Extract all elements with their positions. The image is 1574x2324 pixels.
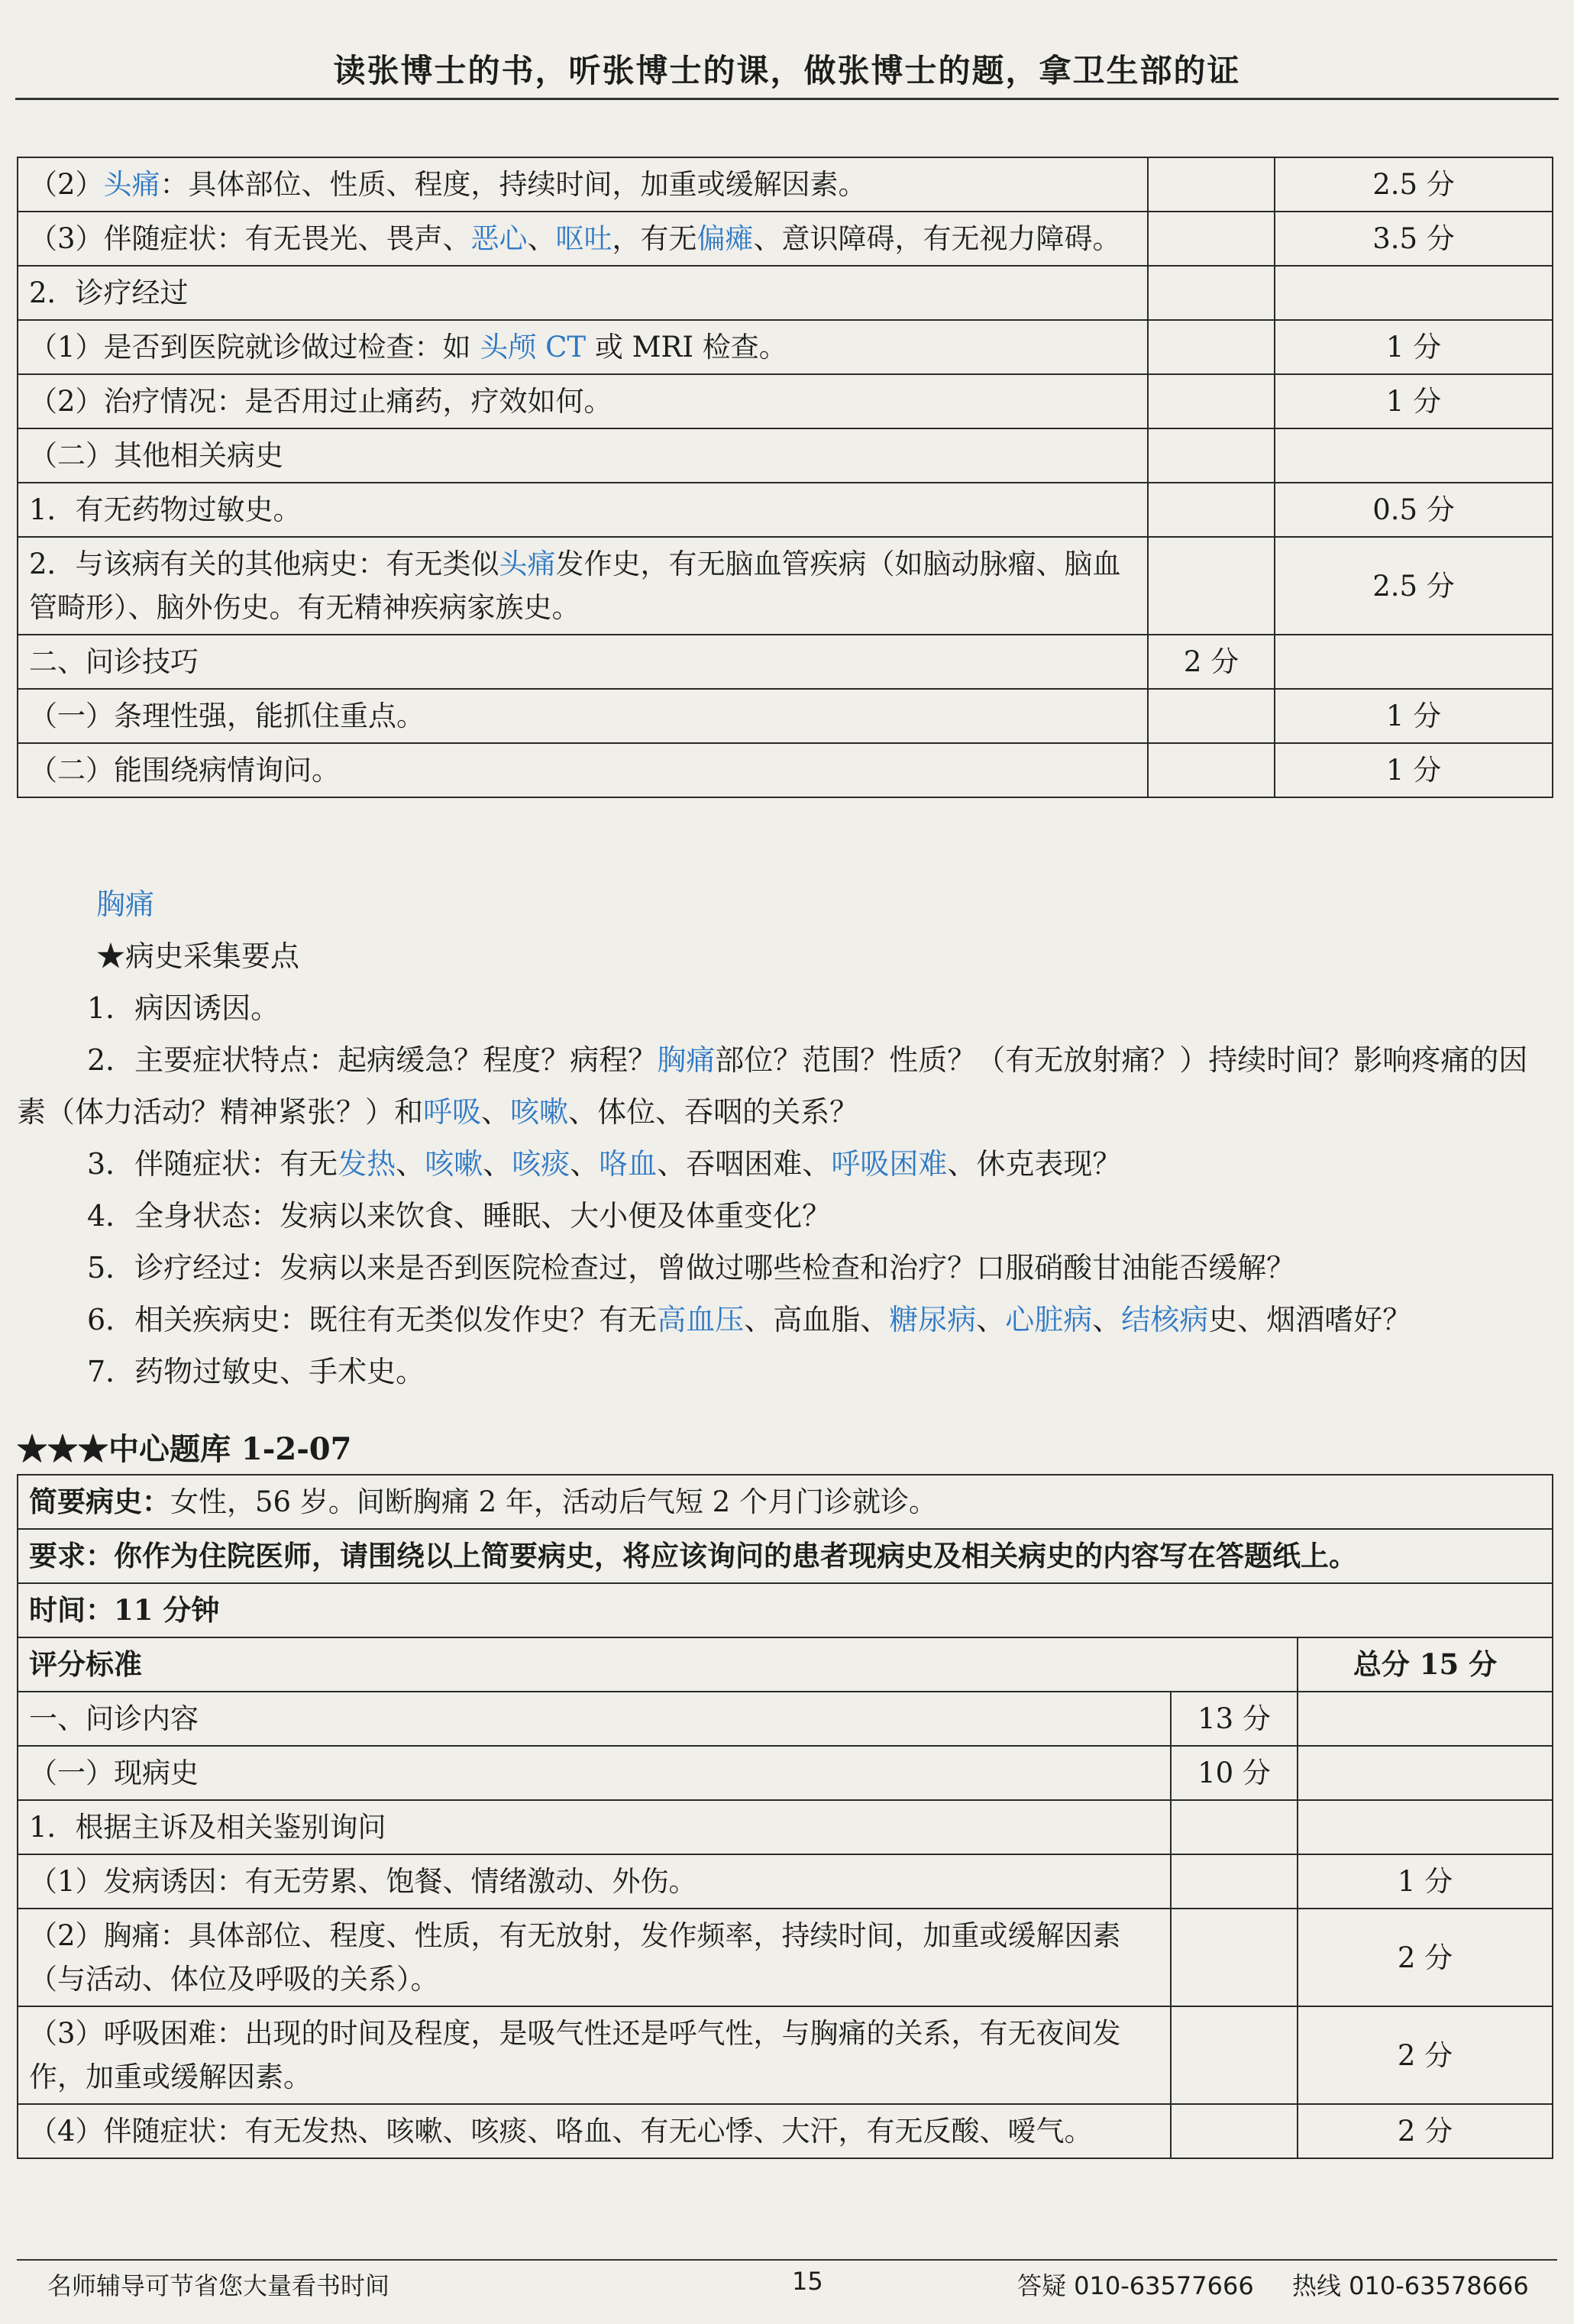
criteria-label: 评分标准 bbox=[18, 1637, 1298, 1692]
highlight-term: 糖尿病 bbox=[889, 1303, 977, 1337]
section-score bbox=[1148, 537, 1275, 635]
criteria-text bbox=[18, 212, 1148, 266]
criteria-text: 1．有无药物过敏史。 bbox=[18, 483, 1148, 537]
section-score bbox=[1148, 320, 1275, 374]
highlight-term: 胸痛 bbox=[657, 1043, 716, 1077]
section-score bbox=[1148, 428, 1275, 483]
item-score: 2.5 分 bbox=[1275, 537, 1553, 635]
page-footer bbox=[17, 2267, 1557, 2300]
table-row bbox=[18, 1692, 1553, 1746]
highlight-term: 发热 bbox=[338, 1147, 396, 1181]
list-item bbox=[17, 1346, 1552, 1398]
footer-slogan: 名师辅导可节省您大量看书时间 bbox=[47, 2271, 390, 2300]
highlight-term: 咯血 bbox=[599, 1147, 658, 1181]
item-score: 1 分 bbox=[1275, 689, 1553, 743]
highlight-term: 偏瘫 bbox=[697, 222, 754, 255]
table-row bbox=[18, 537, 1553, 635]
text-segment: 、高血脂、 bbox=[744, 1303, 890, 1337]
item-score bbox=[1298, 1692, 1553, 1746]
text-segment: （1）是否到医院就诊做过检查：如 bbox=[29, 331, 480, 364]
criteria-text: （二）能围绕病情询问。 bbox=[18, 743, 1148, 797]
table-row bbox=[18, 2104, 1553, 2158]
table-row bbox=[18, 320, 1553, 374]
total-score: 总分 15 分 bbox=[1298, 1637, 1553, 1692]
section-score bbox=[1171, 1800, 1298, 1854]
table-row bbox=[18, 1583, 1553, 1637]
section-score bbox=[1148, 374, 1275, 428]
section-score bbox=[1148, 212, 1275, 266]
list-item bbox=[17, 1034, 1552, 1138]
section-score: 13 分 bbox=[1171, 1692, 1298, 1746]
highlight-term: 头颅 CT bbox=[480, 331, 587, 364]
case-scoring-table bbox=[17, 1474, 1553, 2159]
text-segment: 、 bbox=[570, 1147, 600, 1181]
section-title: 胸痛 bbox=[96, 887, 155, 921]
text-segment: 4．全身状态：发病以来饮食、睡眠、大小便及体重变化？ bbox=[87, 1199, 832, 1233]
scoring-table-continued bbox=[17, 157, 1553, 798]
section-score bbox=[1148, 483, 1275, 537]
case-time: 时间：11 分钟 bbox=[18, 1583, 1553, 1637]
item-score: 0.5 分 bbox=[1275, 483, 1553, 537]
chest-pain-section bbox=[17, 878, 1552, 1398]
section-score bbox=[1148, 743, 1275, 797]
criteria-text: （二）其他相关病史 bbox=[18, 428, 1148, 483]
criteria-text: （4）伴随症状：有无发热、咳嗽、咳痰、咯血、有无心悸、大汗，有无反酸、嗳气。 bbox=[18, 2104, 1171, 2158]
text-segment: 史、烟酒嗜好？ bbox=[1208, 1303, 1412, 1337]
highlight-term: 头痛 bbox=[499, 548, 556, 580]
table-row bbox=[18, 374, 1553, 428]
item-score: 2 分 bbox=[1298, 1909, 1553, 2006]
text-segment: 5．诊疗经过：发病以来是否到医院检查过，曾做过哪些检查和治疗？口服硝酸甘油能否缓解？ bbox=[87, 1251, 1296, 1285]
table-row bbox=[18, 212, 1553, 266]
highlight-term: 结核病 bbox=[1121, 1303, 1209, 1337]
text-segment: 或 MRI 检查。 bbox=[586, 331, 787, 364]
highlight-term: 咳痰 bbox=[512, 1147, 570, 1181]
highlight-term: 恶心 bbox=[470, 222, 528, 255]
text-segment: （2） bbox=[29, 168, 104, 201]
highlight-term: 呼吸 bbox=[423, 1095, 482, 1129]
item-score bbox=[1275, 428, 1553, 483]
table-row bbox=[18, 1475, 1553, 1529]
history-label: 简要病史： bbox=[29, 1485, 170, 1518]
text-segment: 、 bbox=[1092, 1303, 1122, 1337]
text-segment: 1．病因诱因。 bbox=[87, 991, 280, 1025]
item-score bbox=[1275, 266, 1553, 320]
table-row bbox=[18, 1637, 1553, 1692]
list-item bbox=[17, 982, 1552, 1034]
item-score: 1 分 bbox=[1275, 374, 1553, 428]
section-score: 10 分 bbox=[1171, 1746, 1298, 1800]
text-segment: 、休克表现？ bbox=[947, 1147, 1122, 1181]
list-item bbox=[17, 1242, 1552, 1294]
text-segment: 2．与该病有关的其他病史：有无类似 bbox=[29, 548, 499, 580]
highlight-term: 心脏病 bbox=[1005, 1303, 1093, 1337]
item-score: 1 分 bbox=[1298, 1854, 1553, 1909]
section-subtitle: ★病史采集要点 bbox=[96, 939, 300, 973]
table-row bbox=[18, 635, 1553, 689]
criteria-text: 1．根据主诉及相关鉴别询问 bbox=[18, 1800, 1171, 1854]
footer-qa-phone: 答疑 010-63577666 bbox=[1017, 2271, 1254, 2300]
criteria-text bbox=[18, 537, 1148, 635]
section-score bbox=[1171, 2006, 1298, 2104]
section-score: 2 分 bbox=[1148, 635, 1275, 689]
text-segment: 、 bbox=[527, 222, 556, 255]
criteria-text: （2）胸痛：具体部位、程度、性质，有无放射，发作频率，持续时间，加重或缓解因素（与活动、体位及呼吸的关系）。 bbox=[18, 1909, 1171, 2006]
list-item bbox=[17, 1138, 1552, 1190]
page-number: 15 bbox=[792, 2267, 823, 2296]
criteria-text: （一）现病史 bbox=[18, 1746, 1171, 1800]
item-score bbox=[1298, 1800, 1553, 1854]
criteria-text: （一）条理性强，能抓住重点。 bbox=[18, 689, 1148, 743]
list-item bbox=[17, 1294, 1552, 1346]
text-segment: 2．主要症状特点：起病缓急？程度？病程？ bbox=[87, 1043, 658, 1077]
criteria-text bbox=[18, 157, 1148, 212]
item-score bbox=[1298, 1746, 1553, 1800]
text-segment: 发作史，有无脑血管疾病（如脑动脉瘤、脑血管畸形）、脑外伤史。有无精神疾病家族史。 bbox=[29, 548, 1121, 624]
item-score bbox=[1275, 635, 1553, 689]
section-score bbox=[1171, 2104, 1298, 2158]
table-row bbox=[18, 1854, 1553, 1909]
highlight-term: 咳嗽 bbox=[425, 1147, 483, 1181]
text-segment: 3．伴随症状：有无 bbox=[87, 1147, 338, 1181]
item-score: 2 分 bbox=[1298, 2006, 1553, 2104]
section-score bbox=[1148, 157, 1275, 212]
footer-hotline: 热线 010-63578666 bbox=[1292, 2271, 1529, 2300]
text-segment: ，有无 bbox=[612, 222, 697, 255]
footer-rule bbox=[17, 2259, 1557, 2261]
item-score: 1 分 bbox=[1275, 320, 1553, 374]
table-row bbox=[18, 1746, 1553, 1800]
criteria-text: （2）治疗情况：是否用过止痛药，疗效如何。 bbox=[18, 374, 1148, 428]
section-score bbox=[1171, 1909, 1298, 2006]
table-row bbox=[18, 2006, 1553, 2104]
item-score: 1 分 bbox=[1275, 743, 1553, 797]
item-score: 2.5 分 bbox=[1275, 157, 1553, 212]
highlight-term: 咳嗽 bbox=[510, 1095, 569, 1129]
criteria-text: （1）发病诱因：有无劳累、饱餐、情绪激动、外伤。 bbox=[18, 1854, 1171, 1909]
criteria-text: 2．诊疗经过 bbox=[18, 266, 1148, 320]
text-segment: 、 bbox=[396, 1147, 425, 1181]
text-segment: 、 bbox=[976, 1303, 1006, 1337]
page-header-title: 读张博士的书，听张博士的课，做张博士的题，拿卫生部的证 bbox=[333, 52, 1241, 89]
table-row bbox=[18, 1529, 1553, 1583]
criteria-text: 二、问诊技巧 bbox=[18, 635, 1148, 689]
table-row bbox=[18, 743, 1553, 797]
highlight-term: 呼吸困难 bbox=[831, 1147, 948, 1181]
criteria-text: 一、问诊内容 bbox=[18, 1692, 1171, 1746]
criteria-text bbox=[18, 320, 1148, 374]
text-segment: 、吞咽困难、 bbox=[657, 1147, 832, 1181]
table-row bbox=[18, 483, 1553, 537]
text-segment: 、 bbox=[483, 1147, 512, 1181]
list-item bbox=[17, 1190, 1552, 1242]
table-row bbox=[18, 157, 1553, 212]
table-row bbox=[18, 1800, 1553, 1854]
highlight-term: 呕吐 bbox=[555, 222, 612, 255]
table-row bbox=[18, 689, 1553, 743]
case-requirement: 要求：你作为住院医师，请围绕以上简要病史，将应该询问的患者现病史及相关病史的内容写在答题纸上。 bbox=[18, 1529, 1553, 1583]
text-segment: ：具体部位、性质、程度，持续时间，加重或缓解因素。 bbox=[160, 168, 867, 201]
table-row bbox=[18, 266, 1553, 320]
table-row bbox=[18, 428, 1553, 483]
item-score: 2 分 bbox=[1298, 2104, 1553, 2158]
text-segment: 、意识障碍，有无视力障碍。 bbox=[753, 222, 1121, 255]
case-heading: ★★★中心题库 1-2-07 bbox=[17, 1431, 352, 1467]
text-segment: 7．药物过敏史、手术史。 bbox=[87, 1355, 425, 1388]
highlight-term: 头痛 bbox=[103, 168, 160, 201]
text-segment: 、 bbox=[481, 1095, 511, 1129]
text-segment: 6．相关疾病史：既往有无类似发作史？有无 bbox=[87, 1303, 658, 1337]
item-score: 3.5 分 bbox=[1275, 212, 1553, 266]
header-rule bbox=[15, 98, 1559, 100]
highlight-term: 高血压 bbox=[657, 1303, 745, 1337]
case-history: 女性，56 岁。间断胸痛 2 年，活动后气短 2 个月门诊就诊。 bbox=[170, 1485, 937, 1518]
section-score bbox=[1148, 266, 1275, 320]
text-segment: 、体位、吞咽的关系？ bbox=[568, 1095, 859, 1129]
text-segment: 部位？范围？性质？（有无放射痛？）持续时间？影响疼痛的因素（体力活动？精神紧张？）和 bbox=[17, 1043, 1528, 1129]
criteria-text: （3）呼吸困难：出现的时间及程度，是吸气性还是呼气性，与胸痛的关系，有无夜间发作，加重或缓解因素。 bbox=[18, 2006, 1171, 2104]
table-row bbox=[18, 1909, 1553, 2006]
text-segment: （3）伴随症状：有无畏光、畏声、 bbox=[29, 222, 471, 255]
section-score bbox=[1148, 689, 1275, 743]
section-score bbox=[1171, 1854, 1298, 1909]
